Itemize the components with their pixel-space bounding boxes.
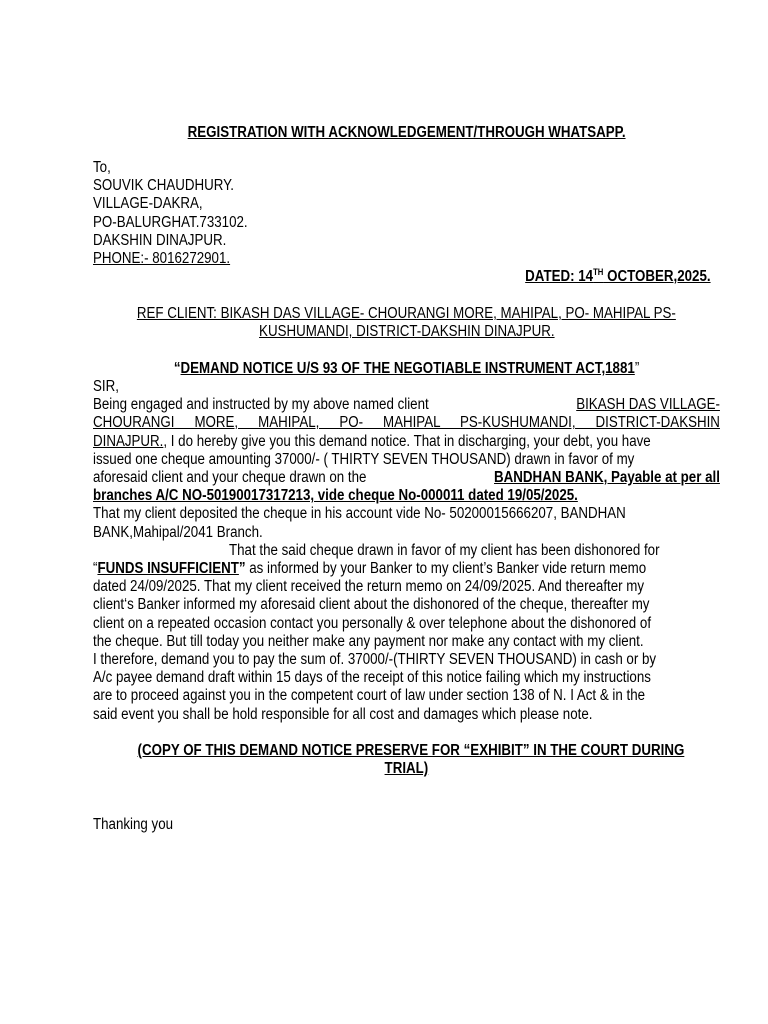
date-prefix: DATED: 14	[525, 268, 594, 285]
copy-note-line-2: TRIAL)	[384, 760, 429, 778]
p4-line1: I therefore, demand you to pay the sum of. 37000/-(THIRTY SEVEN THOUSAND) in cash or by	[93, 651, 657, 669]
address-name: SOUVIK CHAUDHURY.	[93, 177, 234, 195]
p3-line5: client on a repeated occasion contact you personally & over telephone about the dishonored of	[93, 614, 652, 632]
p3-line6: the cheque. But till today you neither make any payment nor make any contact with my client.	[93, 632, 644, 650]
heading-text: REGISTRATION WITH ACKNOWLEDGEMENT/THROUGH WHATSAPP.	[187, 124, 626, 141]
p1-line3-text: , I do hereby give you this demand notice. That in discharging, your debt, you have	[163, 432, 651, 450]
ref-line-1: REF CLIENT: BIKASH DAS VILLAGE- CHOURANGI MORE, MAHIPAL, PO- MAHIPAL PS-	[136, 305, 676, 322]
salutation: SIR,	[93, 378, 119, 395]
closing	[93, 816, 186, 834]
p1-line3-client: DINAJPUR.	[93, 432, 164, 450]
p4-line3: are to proceed against you in the competent court of law under section 138 of N. I Act & in the	[93, 687, 646, 705]
ref-line-2: KUSHUMANDI, DISTRICT-DAKSHIN DINAJPUR.	[258, 323, 555, 341]
address-phone: PHONE:- 8016272901.	[93, 250, 231, 268]
closing-text: Thanking you	[93, 816, 174, 833]
copy-note	[93, 742, 720, 778]
p2-line1: That my client deposited the cheque in his account vide No- 50200015666207, BANDHAN	[93, 505, 626, 523]
p1-line5-text: aforesaid client and your cheque drawn on the	[93, 469, 367, 487]
date-suffix: OCTOBER,2025.	[603, 268, 711, 285]
address-village: VILLAGE-DAKRA,	[93, 195, 203, 213]
p1-line4: issued one cheque amounting 37000/- ( THIRTY SEVEN THOUSAND) drawn in favor of my	[93, 450, 635, 468]
p4-line2: A/c payee demand draft within 15 days of the receipt of this notice failing which my instructions	[93, 669, 651, 687]
notice-open-quote: “	[173, 360, 181, 377]
p4-line4: said event you shall be hold responsible for all cost and damages which please note.	[93, 705, 593, 723]
paragraph-1	[93, 396, 720, 414]
p3-funds-insufficient: FUNDS INSUFFICIENT	[97, 560, 239, 578]
p3-line2-text: as informed by your Banker to my client’s Banker vide return memo	[245, 560, 647, 578]
p2-line2: BANK,Mahipal/2041 Branch.	[93, 523, 263, 541]
p3-line1: That the said cheque drawn in favor of my client has been dishonored for	[229, 541, 660, 559]
address-po: PO-BALURGHAT.733102.	[93, 213, 248, 231]
notice-title-text: DEMAND NOTICE U/S 93 OF THE NEGOTIABLE INSTRUMENT ACT,1881	[180, 360, 635, 377]
p3-line4: client‘s Banker informed my aforesaid client about the dishonored of the cheque, thereafter my	[93, 596, 650, 614]
address-to: To,	[93, 159, 111, 176]
p1-line6-account: branches A/C NO-50190017317213, vide cheque No-000011 dated 19/05/2025.	[93, 487, 578, 505]
document-heading	[93, 124, 720, 142]
p1-line1-client: BIKASH DAS VILLAGE-	[576, 396, 720, 414]
notice-close-quote: ”	[634, 360, 640, 377]
reference-client	[93, 305, 720, 341]
p3-line2-close: ”	[238, 560, 246, 578]
notice-date	[93, 268, 711, 286]
notice-title	[93, 360, 720, 378]
p3-line2-quote: “	[93, 560, 98, 578]
p1-line5-bank: BANDHAN BANK, Payable at per all	[494, 469, 720, 487]
address-district: DAKSHIN DINAJPUR.	[93, 231, 227, 249]
p3-line3: dated 24/09/2025. That my client received the return memo on 24/09/2025. And thereafter my	[93, 578, 645, 596]
p1-line1-text: Being engaged and instructed by my above named client	[93, 396, 429, 414]
copy-note-line-1: (COPY OF THIS DEMAND NOTICE PRESERVE FOR “EXHIBIT” IN THE COURT DURING	[137, 742, 685, 759]
p1-line2: CHOURANGI MORE, MAHIPAL, PO- MAHIPAL PS-KUSHUMANDI, DISTRICT-DAKSHIN	[93, 414, 720, 432]
date-sup: TH	[593, 266, 604, 277]
recipient-address	[93, 159, 273, 268]
notice-body	[93, 378, 720, 724]
